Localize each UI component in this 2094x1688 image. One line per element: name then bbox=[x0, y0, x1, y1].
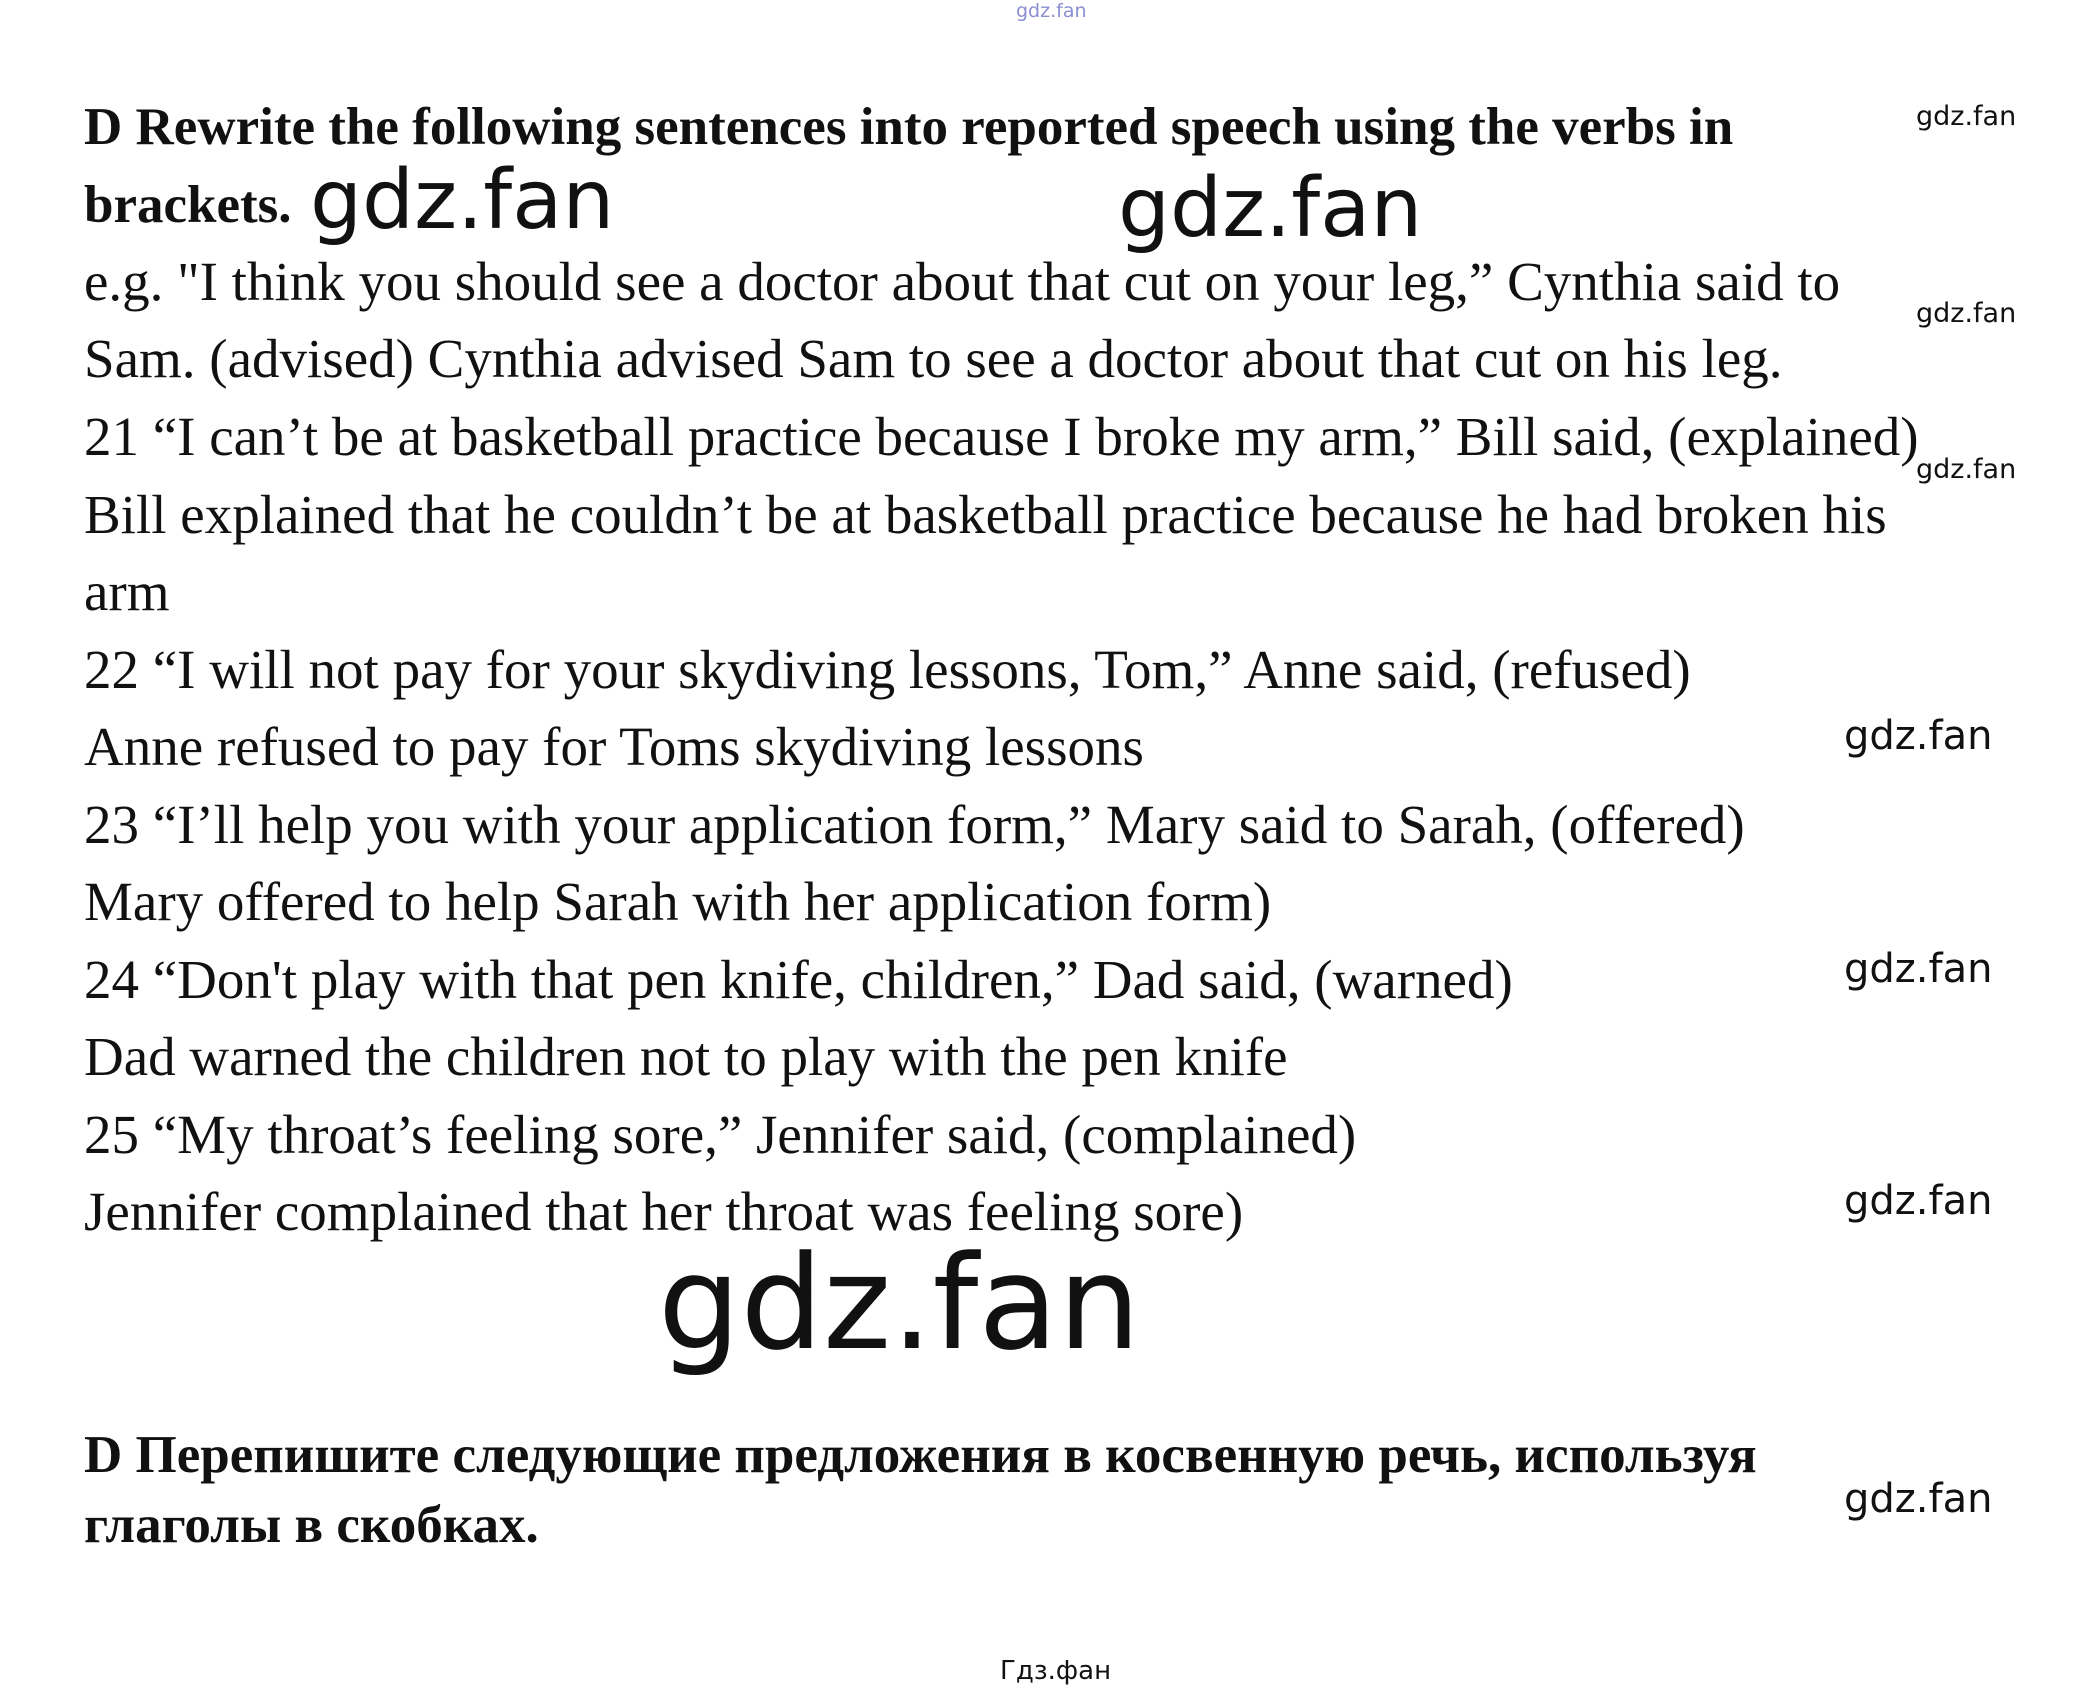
item-22-question: 22 “I will not pay for your skydiving lessons, Tom,” Anne said, (refused) bbox=[84, 639, 1691, 700]
item-24-answer: Dad warned the children not to play with the pen knife bbox=[84, 1026, 1288, 1087]
item-21-question: 21 “I can’t be at basketball practice because I broke my arm,” Bill said, (explained) bbox=[84, 406, 1919, 467]
watermark-small: gdz.fan bbox=[1916, 454, 2017, 485]
item-21-answer-line1: Bill explained that he couldn’t be at basketball practice because he had broken his bbox=[84, 484, 1887, 545]
item-25-question: 25 “My throat’s feeling sore,” Jennifer said, (complained) bbox=[84, 1104, 1357, 1165]
footer-watermark: Гдз.фан bbox=[1000, 1656, 1112, 1686]
item-21-answer-line2: arm bbox=[84, 561, 170, 622]
item-24-question: 24 “Don't play with that pen knife, children,” Dad said, (warned) bbox=[84, 949, 1513, 1010]
header-watermark: gdz.fan bbox=[1016, 0, 1087, 22]
item-22-answer: Anne refused to pay for Toms skydiving lessons bbox=[84, 716, 1144, 777]
item-25-answer: Jennifer complained that her throat was feeling sore) bbox=[84, 1181, 1244, 1242]
watermark-huge: gdz.fan bbox=[658, 1227, 1141, 1379]
watermark-medium: gdz.fan bbox=[1844, 713, 1993, 759]
watermark-medium: gdz.fan bbox=[1844, 1178, 1993, 1224]
task-heading-ru-line1: D Перепишите следующие предложения в косвенную речь, используя bbox=[84, 1426, 1757, 1484]
task-heading-en-line1: D Rewrite the following sentences into reported speech using the verbs in bbox=[84, 98, 1734, 156]
watermark-small: gdz.fan bbox=[1916, 101, 2017, 132]
example-line1: e.g. "I think you should see a doctor about that cut on your leg,” Cynthia said to bbox=[84, 251, 1841, 312]
task-heading-ru-line2: глаголы в скобках. bbox=[84, 1496, 539, 1554]
watermark-large: gdz.fan bbox=[310, 153, 615, 248]
watermark-large: gdz.fan bbox=[1118, 161, 1423, 256]
watermark-medium: gdz.fan bbox=[1844, 1476, 1993, 1522]
task-heading-en-line2: brackets. bbox=[84, 176, 292, 234]
item-23-answer: Mary offered to help Sarah with her application form) bbox=[84, 871, 1272, 932]
item-23-question: 23 “I’ll help you with your application form,” Mary said to Sarah, (offered) bbox=[84, 794, 1745, 855]
example-line2: Sam. (advised) Cynthia advised Sam to see a doctor about that cut on his leg. bbox=[84, 328, 1783, 389]
watermark-medium: gdz.fan bbox=[1844, 946, 1993, 992]
watermark-small: gdz.fan bbox=[1916, 298, 2017, 329]
